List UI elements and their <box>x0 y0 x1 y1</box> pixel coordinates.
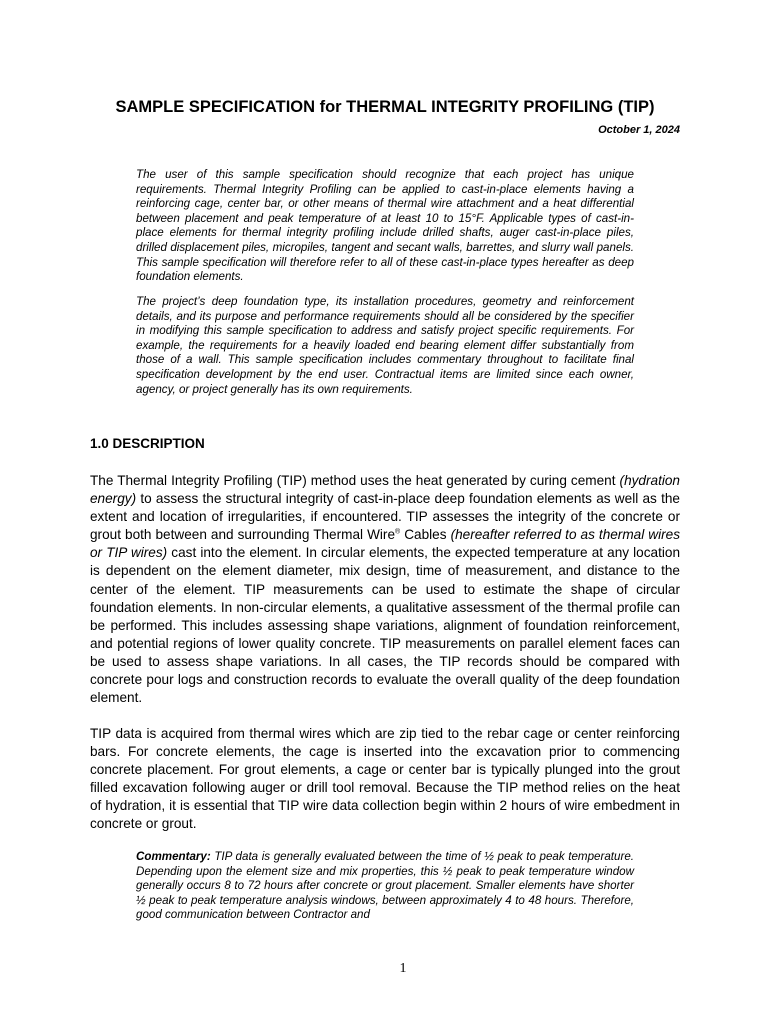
body1-italic-e: (hereafter referred to as thermal wires or TIP wires) <box>90 527 680 561</box>
intro-paragraph-1: The user of this sample specification should recognize that each project has unique requirements. Thermal Integrity Profiling can be applied to cast-in-place elements having a reinforcing cage, center bar, or other means of thermal wire attachment and a heat differential between placement and peak temperature of at least 10 to 15°F. Applicable types of cast-in-place elements for thermal integrity profiling include drilled shafts, auger cast-in-place piles, drilled displacement piles, micropiles, tangent and secant walls, barrettes, and slurry wall panels. This sample specification will therefore refer to all of these cast-in-place types hereafter as deep foundation elements. <box>136 168 634 284</box>
commentary-label: Commentary: <box>136 850 211 863</box>
section-heading: 1.0 DESCRIPTION <box>90 436 205 451</box>
body-paragraph-2: TIP data is acquired from thermal wires which are zip tied to the rebar cage or center reinforcing bars. For concrete elements, the cage is inserted into the excavation prior to commencing concrete placement. For grout elements, a cage or center bar is typically plunged into the grout filled excavation following auger or drill tool removal. Because the TIP method relies on the heat of hydration, it is essential that TIP wire data collection begin within 2 hours of wire embedment in concrete or grout. <box>90 726 680 832</box>
body-paragraph-1 <box>90 472 680 707</box>
page-number: 1 <box>399 961 407 976</box>
intro-paragraph-2: The project’s deep foundation type, its installation procedures, geometry and reinforcement details, and its purpose and performance requirements should all be considered by the specifier in modifying this sample specification to address and satisfy project specific requirements. For example, the requirements for a heavily loaded end bearing element differ substantially from those of a wall. This sample specification includes commentary throughout to facilitate final specification development by the end user. Contractual items are limited since each owner, agency, or project generally has its own requirements. <box>136 295 634 396</box>
document-date: October 1, 2024 <box>598 124 680 136</box>
body1-text-f: cast into the element. In circular elements, the expected temperature at any location is dependent on the element diameter, mix design, time of measurement, and distance to the center of the element. TIP measurements can be used to estimate the shape of circular foundation elements. In non-circular elements, a qualitative assessment of the thermal profile can be performed. This includes assessing shape variations, alignment of foundation reinforcement, and potential regions of lower quality concrete. TIP measurements on parallel element faces can be used to assess shape variations. In all cases, the TIP records should be compared with concrete pour logs and construction records to evaluate the overall quality of the deep foundation element. <box>90 545 681 706</box>
document-title: SAMPLE SPECIFICATION for THERMAL INTEGRITY PROFILING (TIP) <box>115 98 655 116</box>
body1-text-c: to assess the structural integrity of cast-in-place deep foundation elements as well as the extent and location of irregularities, if encountered. TIP assesses the integrity of the concrete or grout both between and surrounding Thermal Wire <box>90 491 680 543</box>
body1-italic-b: (hydration energy) <box>90 473 680 507</box>
commentary-paragraph <box>136 850 634 923</box>
body1-text-d: Cables <box>400 527 451 543</box>
registered-mark: ® <box>395 528 401 536</box>
commentary-text: TIP data is generally evaluated between the time of ½ peak to peak temperature. Depending upon the element size and mix properties, this ½ peak to peak temperature window generally occurs 8 to 72 hours after concrete or grout placement. Smaller elements have shorter ½ peak to peak temperature analysis windows, between approximately 4 to 48 hours. Therefore, good communication between Contractor and <box>136 850 634 922</box>
body1-text-a: The Thermal Integrity Profiling (TIP) method uses the heat generated by curing cement <box>90 473 620 488</box>
